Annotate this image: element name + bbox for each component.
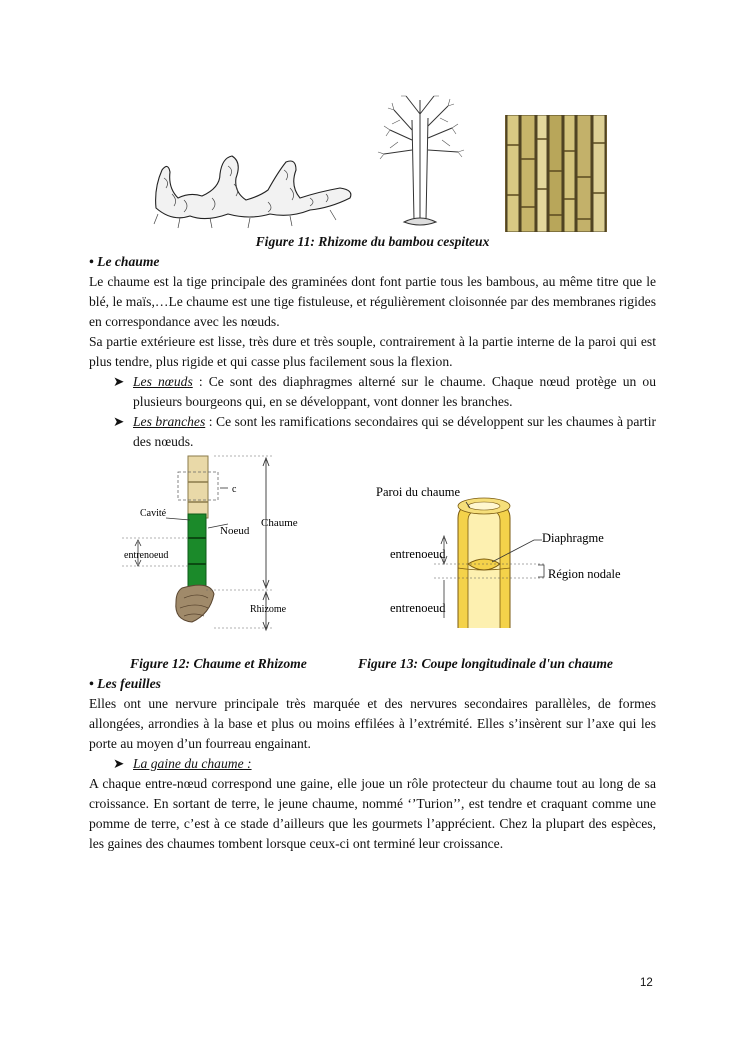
chaume-paragraph-1: Le chaume est la tige principale des graminées dont font partie tous les bambous, au même titre que le blé, le maïs,…Le chaume est une tige fistuleuse, et régulièrement cloisonnée par des membranes rigides en correspondance avec les nœuds.	[89, 274, 656, 329]
bullet-arrow-icon: ➤	[113, 414, 125, 429]
figure13-caption: Figure 13: Coupe longitudinale d'un chaume	[358, 656, 613, 671]
page-number: 12	[640, 977, 653, 989]
figure12-diagram	[118, 452, 338, 634]
label-region-nodale: Région nodale	[548, 567, 621, 581]
section-heading-chaume: • Le chaume	[89, 254, 160, 269]
label-entrenoeud-bottom: entrenoeud	[390, 601, 446, 615]
figure13-diagram	[374, 478, 644, 630]
bullet-arrow-icon: ➤	[113, 756, 125, 771]
section-heading-feuilles: • Les feuilles	[89, 676, 161, 691]
term-branches: Les branches	[133, 414, 206, 429]
noeuds-definition: : Ce sont des diaphragmes alterné sur le chaume. Chaque nœud protège un ou plusieurs bourgeons qui, en se développant, vont donner les branches.	[133, 374, 656, 409]
branches-definition: : Ce sont les ramifications secondaires qui se développent sur les chaumes à partir des nœuds.	[133, 414, 656, 449]
label-chaume: Chaume	[261, 517, 298, 529]
bamboo-photo	[505, 115, 607, 232]
label-entrenoeud: entrenoeud	[124, 550, 169, 561]
bamboo-clump-illustration	[370, 90, 470, 230]
label-c: c	[232, 484, 237, 495]
term-gaine: La gaine du chaume :	[133, 756, 252, 771]
label-cavite: Cavité	[140, 508, 167, 519]
chaume-paragraph-2: Sa partie extérieure est lisse, très dure et très souple, contrairement à la partie interne de la paroi qui est plus tendre, plus rigide et qui casse plus facilement sous la flexion.	[89, 334, 656, 369]
rhizome-illustration	[150, 148, 360, 230]
bullet-noeuds	[133, 372, 656, 412]
feuilles-paragraph: Elles ont une nervure principale très marquée et des nervures secondaires parallèles, de formes allongées, arrondies à la base et plus ou moins effilées à l’extrémité. Elles s’insèrent sur l’axe qui les porte au moyen d’un fourreau engainant.	[89, 696, 656, 751]
label-diaphragme: Diaphragme	[542, 531, 604, 545]
bullet-branches	[133, 412, 656, 452]
figure11-caption: Figure 11: Rhizome du bambou cespiteux	[255, 234, 490, 249]
term-noeuds: Les nœuds	[133, 374, 193, 389]
label-entrenoeud-top: entrenoeud	[390, 547, 446, 561]
bullet-arrow-icon: ➤	[113, 374, 125, 389]
label-noeud: Noeud	[220, 525, 250, 537]
label-paroi: Paroi du chaume	[376, 485, 461, 499]
figure12-caption: Figure 12: Chaume et Rhizome	[130, 656, 307, 671]
label-rhizome: Rhizome	[250, 604, 287, 615]
gaine-paragraph: A chaque entre-nœud correspond une gaine, elle joue un rôle protecteur du chaume tout au long de sa croissance. En sortant de terre, le jeune chaume, nommé ‘’Turion’’, est tendre et craquant comme une pomme de terre, c’est à ce stade d’ailleurs que les gourmets l’apprécient. Chez la plupart des espèces, les gaines des chaumes tombent lorsque ceux-ci ont terminé leur croissance.	[89, 776, 656, 851]
